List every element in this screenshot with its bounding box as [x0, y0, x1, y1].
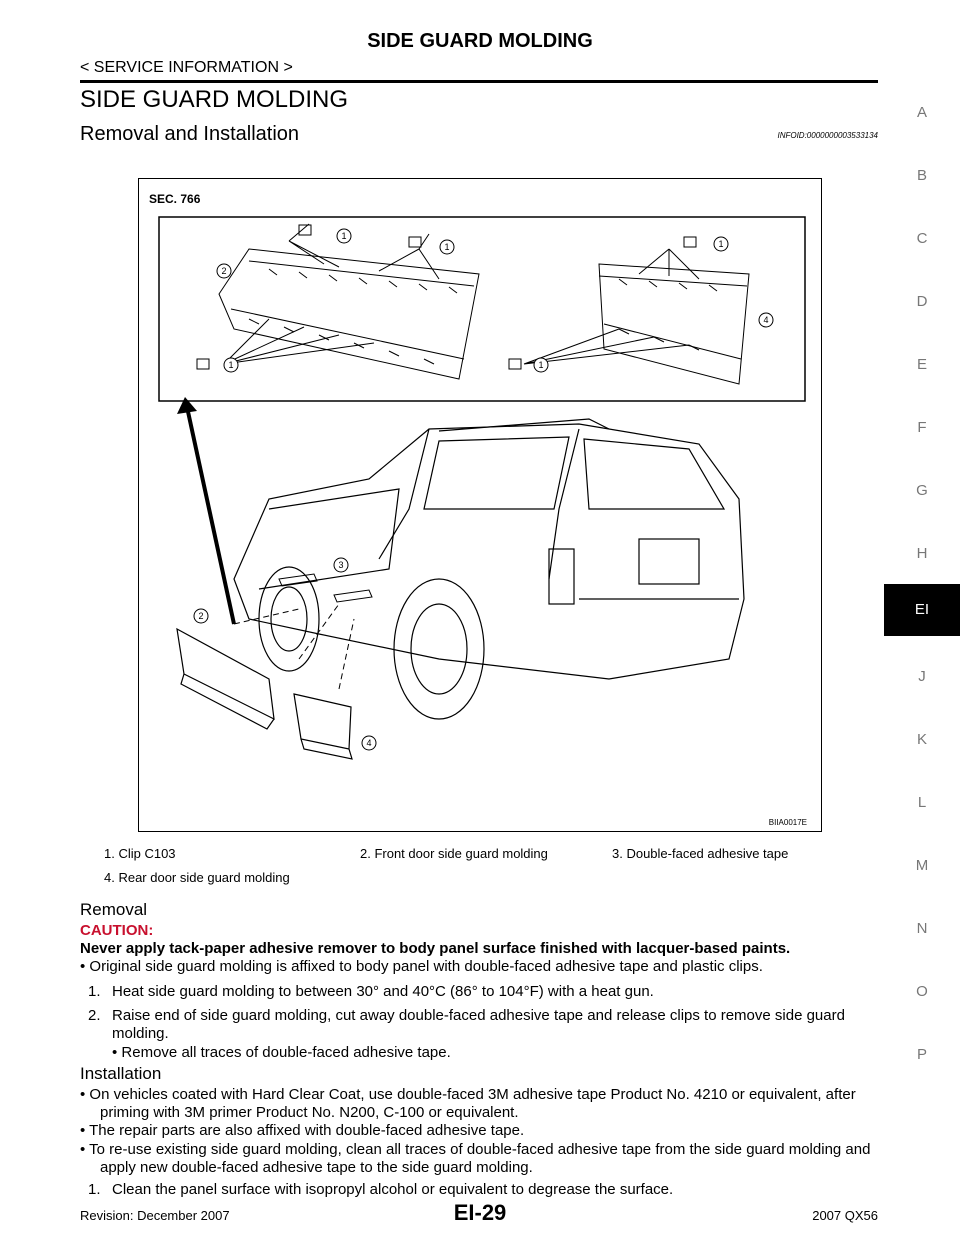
section-heading: Removal and Installation [80, 123, 300, 145]
pointer-arrowhead [177, 397, 197, 414]
svg-text:3: 3 [338, 560, 344, 570]
install-guides [234, 604, 354, 689]
rear-molding-part [294, 694, 352, 759]
vehicle-illustration [234, 419, 744, 719]
removal-heading: Removal [80, 900, 148, 919]
svg-text:2: 2 [221, 266, 227, 276]
index-tab-m[interactable]: M [915, 857, 929, 874]
index-tab-h[interactable]: H [916, 545, 928, 562]
figure-frame [138, 178, 822, 832]
removal-step-2-sub: • Remove all traces of double-faced adhesive tape. [112, 1044, 451, 1061]
legend-item-3: 3. Double-faced adhesive tape [612, 846, 789, 861]
svg-text:4: 4 [366, 738, 372, 748]
svg-text:4: 4 [763, 315, 769, 325]
removal-bullet: • Original side guard molding is affixed to body panel with double-faced adhesive tape and plastic clips. [80, 958, 763, 975]
legend-item-1: 1. Clip C103 [104, 846, 176, 861]
inset-callouts [217, 229, 773, 372]
installation-bullet-3: • To re-use existing side guard molding, clean all traces of double-faced adhesive tape from the side guard molding and apply new double-faced adhesive tape to the side guard molding. [80, 1141, 871, 1176]
index-tab-c[interactable]: C [916, 230, 928, 247]
index-tab-e[interactable]: E [916, 356, 927, 373]
header-rule [80, 80, 878, 83]
svg-text:1: 1 [444, 242, 450, 252]
svg-text:1: 1 [228, 360, 234, 370]
sec-label: SEC. 766 [149, 192, 201, 206]
svg-text:1: 1 [538, 360, 544, 370]
index-tab-n[interactable]: N [916, 920, 928, 937]
main-callouts [194, 558, 376, 750]
caution-label: CAUTION: [80, 922, 154, 939]
legend-item-2: 2. Front door side guard molding [360, 846, 548, 861]
detail-inset-box [159, 217, 805, 401]
info-id: INFOID:0000000003533134 [777, 131, 878, 140]
installation-bullet-1: • On vehicles coated with Hard Clear Coat, use double-faced 3M adhesive tape Product No. 4210 or equivalent, after priming with 3M primer Product No. N200, C-100 or equivalent. [80, 1086, 856, 1121]
removal-step-1: 1. Heat side guard molding to between 30° and 40°C (86° to 104°F) with a heat gun. [88, 983, 654, 1000]
index-tab-b[interactable]: B [916, 167, 927, 184]
installation-bullet-2: • The repair parts are also affixed with double-faced adhesive tape. [80, 1122, 525, 1139]
index-tab-o[interactable]: O [916, 983, 928, 1000]
index-tab-j[interactable]: J [918, 668, 926, 685]
header-title: SIDE GUARD MOLDING [367, 30, 593, 52]
footer-revision: Revision: December 2007 [80, 1208, 230, 1223]
side-guard-illustration [139, 179, 821, 831]
header-subtitle: < SERVICE INFORMATION > [80, 59, 293, 76]
footer-model: 2007 QX56 [812, 1208, 878, 1223]
legend-item-4: 4. Rear door side guard molding [104, 870, 290, 885]
index-tab-f[interactable]: F [917, 419, 927, 436]
caution-text: Never apply tack-paper adhesive remover to body panel surface finished with lacquer-based paints. [80, 940, 791, 957]
pointer-arrow [187, 407, 234, 624]
figure-code: BIIA0017E [768, 818, 807, 827]
front-molding-detail [197, 224, 479, 379]
installation-step-1: 1. Clean the panel surface with isopropyl alcohol or equivalent to degrease the surface. [88, 1181, 674, 1198]
page-heading: SIDE GUARD MOLDING [80, 86, 349, 113]
index-tab-k[interactable]: K [916, 731, 927, 748]
index-tab-p[interactable]: P [916, 1046, 927, 1063]
removal-step-2: 2. Raise end of side guard molding, cut away double-faced adhesive tape and release clips to remove side guard molding. • Remove all traces of double-faced adhesive tape. [80, 1007, 880, 1062]
index-tab-l[interactable]: L [917, 794, 927, 811]
index-tab-g[interactable]: G [916, 482, 928, 499]
index-tab-ei[interactable]: EI [884, 584, 960, 636]
index-tab-a[interactable]: A [916, 104, 927, 121]
svg-text:1: 1 [718, 239, 724, 249]
svg-text:2: 2 [198, 611, 204, 621]
figure-legend [104, 846, 884, 894]
front-molding-part [177, 629, 274, 729]
installation-heading: Installation [80, 1064, 162, 1083]
svg-text:1: 1 [341, 231, 347, 241]
index-tab-d[interactable]: D [916, 293, 928, 310]
footer-page-number: EI-29 [453, 1200, 507, 1225]
